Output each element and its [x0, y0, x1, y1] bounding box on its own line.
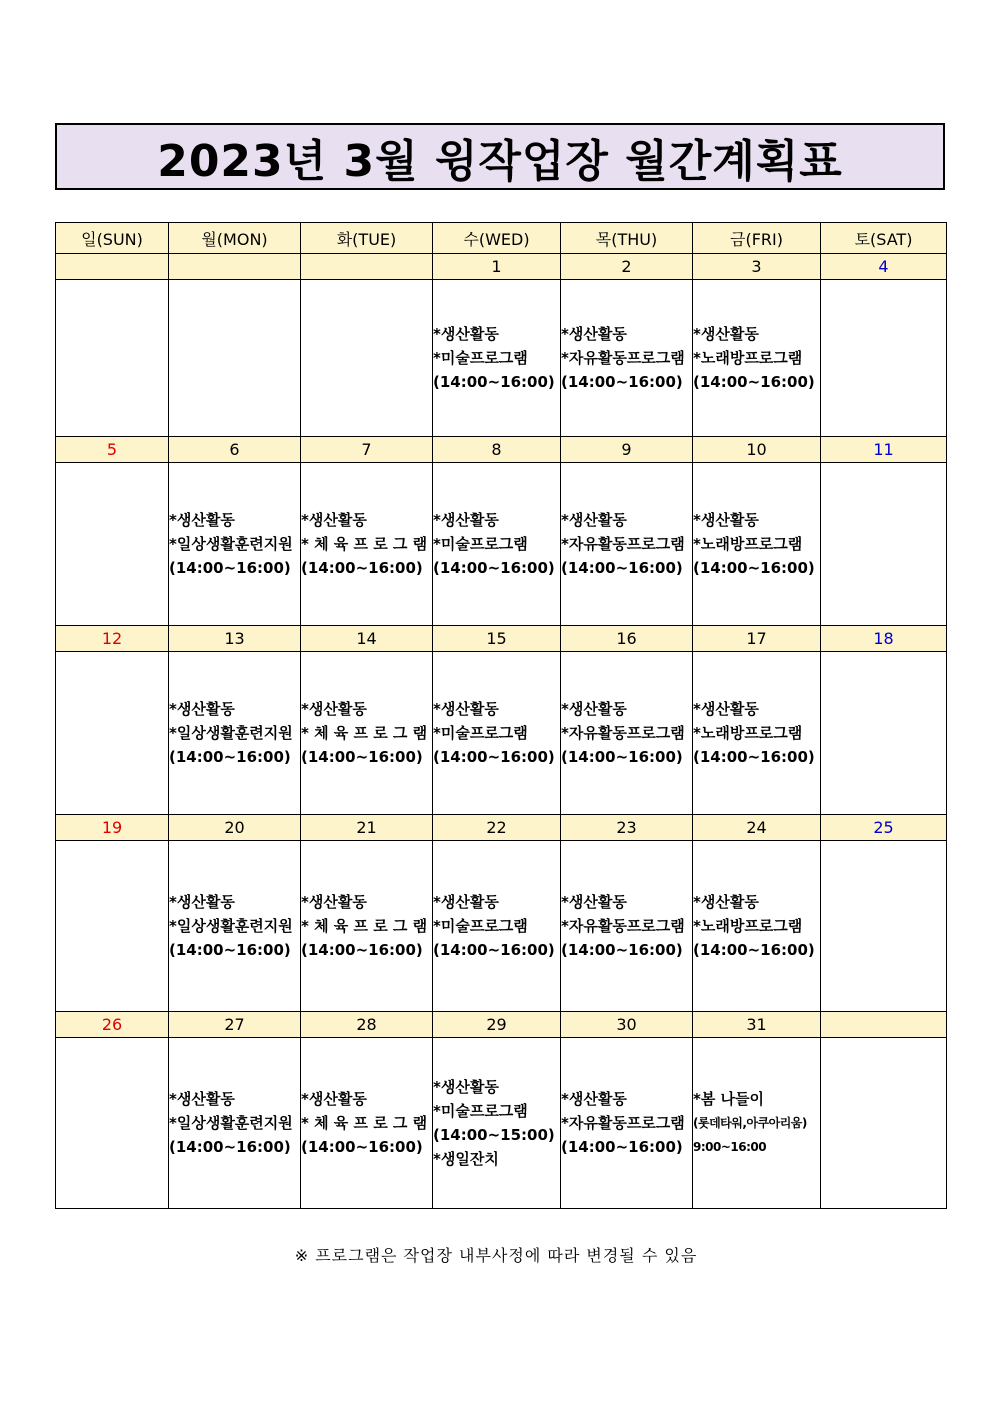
weekday-mon: 월(MON): [169, 223, 301, 254]
schedule-line: *생산활동: [433, 1078, 499, 1096]
schedule-cell: [561, 1038, 693, 1209]
schedule-cell: [433, 652, 561, 815]
schedule-cell: [169, 1038, 301, 1209]
schedule-line: *미술프로그램: [433, 917, 528, 935]
date-cell: 12: [56, 626, 169, 652]
date-cell: 10: [693, 437, 821, 463]
date-cell: 23: [561, 815, 693, 841]
date-cell: 17: [693, 626, 821, 652]
schedule-cell: [821, 280, 947, 437]
date-cell: 6: [169, 437, 301, 463]
date-cell: 4: [821, 254, 947, 280]
schedule-cell: [561, 652, 693, 815]
date-cell: 21: [301, 815, 433, 841]
schedule-line: *생산활동: [169, 700, 235, 718]
schedule-line: 9:00~16:00: [693, 1140, 767, 1154]
date-cell: 16: [561, 626, 693, 652]
schedule-line: (14:00~16:00): [561, 373, 683, 391]
weekday-thu: 목(THU): [561, 223, 693, 254]
weekday-tue: 화(TUE): [301, 223, 433, 254]
date-cell: 2: [561, 254, 693, 280]
schedule-line: *생산활동: [433, 893, 499, 911]
schedule-row: [56, 280, 947, 437]
date-cell: 29: [433, 1012, 561, 1038]
schedule-cell: [301, 1038, 433, 1209]
schedule-line: (14:00~16:00): [433, 748, 555, 766]
schedule-cell: [56, 463, 169, 626]
schedule-line: (14:00~16:00): [561, 941, 683, 959]
schedule-line: (14:00~16:00): [301, 941, 423, 959]
schedule-line: *생일잔치: [433, 1150, 499, 1168]
schedule-line: *자유활동프로그램: [561, 724, 685, 742]
schedule-line: (14:00~16:00): [693, 559, 815, 577]
page-title: 2023년 3월 윙작업장 월간계획표: [157, 135, 843, 187]
schedule-line: (14:00~16:00): [169, 559, 291, 577]
schedule-line: (14:00~16:00): [433, 941, 555, 959]
schedule-line: *일상생활훈련지원: [169, 724, 293, 742]
schedule-line: *생산활동: [301, 511, 367, 529]
schedule-line: *자유활동프로그램: [561, 535, 685, 553]
schedule-line: *자유활동프로그램: [561, 349, 685, 367]
date-cell: 20: [169, 815, 301, 841]
schedule-line: *생산활동: [433, 325, 499, 343]
schedule-line: (14:00~16:00): [433, 559, 555, 577]
schedule-cell: [821, 463, 947, 626]
date-cell: 14: [301, 626, 433, 652]
schedule-line: (14:00~16:00): [301, 559, 423, 577]
schedule-cell: [56, 280, 169, 437]
schedule-line: (14:00~16:00): [301, 748, 423, 766]
schedule-line: (14:00~16:00): [561, 559, 683, 577]
schedule-line: *자유활동프로그램: [561, 1114, 685, 1132]
date-row: [56, 815, 947, 841]
schedule-row: [56, 841, 947, 1012]
weekday-sun: 일(SUN): [56, 223, 169, 254]
schedule-line: *생산활동: [693, 893, 759, 911]
schedule-cell: [56, 652, 169, 815]
schedule-row: [56, 652, 947, 815]
schedule-line: *미술프로그램: [433, 1102, 528, 1120]
schedule-cell: [301, 463, 433, 626]
schedule-line: (14:00~16:00): [301, 1138, 423, 1156]
schedule-line: (14:00~16:00): [561, 1138, 683, 1156]
schedule-cell: [301, 280, 433, 437]
schedule-line: *생산활동: [693, 325, 759, 343]
weekday-sat: 토(SAT): [821, 223, 947, 254]
schedule-cell: [693, 1038, 821, 1209]
date-row: [56, 254, 947, 280]
date-cell: 7: [301, 437, 433, 463]
schedule-line: *노래방프로그램: [693, 724, 803, 742]
date-cell: 3: [693, 254, 821, 280]
schedule-line: *일상생활훈련지원: [169, 917, 293, 935]
schedule-line: *노래방프로그램: [693, 917, 803, 935]
schedule-cell: [693, 280, 821, 437]
date-cell: [821, 1012, 947, 1038]
date-cell: 26: [56, 1012, 169, 1038]
schedule-line: (14:00~16:00): [693, 373, 815, 391]
date-cell: 22: [433, 815, 561, 841]
schedule-line: *미술프로그램: [433, 724, 528, 742]
calendar-table: [55, 222, 947, 1209]
weekday-fri: 금(FRI): [693, 223, 821, 254]
schedule-line: *생산활동: [561, 325, 627, 343]
schedule-line: *생산활동: [561, 511, 627, 529]
schedule-cell: [169, 652, 301, 815]
schedule-line: *노래방프로그램: [693, 535, 803, 553]
date-cell: 19: [56, 815, 169, 841]
footnote: ※ 프로그램은 작업장 내부사정에 따라 변경될 수 있음: [294, 1246, 698, 1265]
schedule-cell: [693, 841, 821, 1012]
schedule-cell: [561, 463, 693, 626]
schedule-line: *생산활동: [693, 700, 759, 718]
date-cell: 13: [169, 626, 301, 652]
schedule-line: *생산활동: [169, 1090, 235, 1108]
schedule-row: [56, 1038, 947, 1209]
schedule-cell: [433, 280, 561, 437]
schedule-cell: [821, 841, 947, 1012]
schedule-line: *생산활동: [301, 1090, 367, 1108]
schedule-line: *생산활동: [433, 700, 499, 718]
date-cell: [301, 254, 433, 280]
date-cell: 28: [301, 1012, 433, 1038]
date-cell: 15: [433, 626, 561, 652]
schedule-line: (14:00~16:00): [169, 941, 291, 959]
date-cell: [169, 254, 301, 280]
date-row: [56, 626, 947, 652]
schedule-line: *생산활동: [301, 893, 367, 911]
schedule-line: (14:00~16:00): [169, 748, 291, 766]
schedule-line: * 체 육 프 로 그 램: [301, 535, 428, 553]
schedule-line: * 체 육 프 로 그 램: [301, 917, 428, 935]
date-cell: 1: [433, 254, 561, 280]
date-cell: 18: [821, 626, 947, 652]
schedule-cell: [561, 280, 693, 437]
schedule-row: [56, 463, 947, 626]
schedule-line: *자유활동프로그램: [561, 917, 685, 935]
schedule-cell: [169, 280, 301, 437]
schedule-line: *생산활동: [561, 700, 627, 718]
schedule-line: *생산활동: [561, 893, 627, 911]
date-row: [56, 1012, 947, 1038]
schedule-line: (14:00~16:00): [693, 941, 815, 959]
schedule-line: *생산활동: [169, 511, 235, 529]
schedule-cell: [821, 1038, 947, 1209]
date-cell: [56, 254, 169, 280]
schedule-line: *노래방프로그램: [693, 349, 803, 367]
schedule-cell: [693, 652, 821, 815]
schedule-line: (14:00~16:00): [561, 748, 683, 766]
schedule-line: *생산활동: [693, 511, 759, 529]
date-cell: 27: [169, 1012, 301, 1038]
schedule-line: * 체 육 프 로 그 램: [301, 724, 428, 742]
schedule-line: *일상생활훈련지원: [169, 535, 293, 553]
title-box: [55, 123, 945, 190]
date-cell: 30: [561, 1012, 693, 1038]
weekday-wed: 수(WED): [433, 223, 561, 254]
date-cell: 25: [821, 815, 947, 841]
schedule-line: *미술프로그램: [433, 349, 528, 367]
schedule-cell: [56, 1038, 169, 1209]
schedule-line: (14:00~16:00): [693, 748, 815, 766]
schedule-line: *생산활동: [433, 511, 499, 529]
schedule-line: *미술프로그램: [433, 535, 528, 553]
schedule-line: *봄 나들이: [693, 1090, 765, 1108]
schedule-line: (롯데타워,아쿠아리움): [693, 1116, 807, 1130]
schedule-line: * 체 육 프 로 그 램: [301, 1114, 428, 1132]
schedule-cell: [169, 841, 301, 1012]
schedule-cell: [433, 1038, 561, 1209]
schedule-cell: [433, 841, 561, 1012]
date-cell: 31: [693, 1012, 821, 1038]
schedule-cell: [56, 841, 169, 1012]
date-cell: 11: [821, 437, 947, 463]
schedule-cell: [821, 652, 947, 815]
schedule-line: *생산활동: [561, 1090, 627, 1108]
date-cell: 5: [56, 437, 169, 463]
schedule-line: *일상생활훈련지원: [169, 1114, 293, 1132]
date-cell: 24: [693, 815, 821, 841]
schedule-cell: [301, 841, 433, 1012]
schedule-cell: [693, 463, 821, 626]
date-cell: 8: [433, 437, 561, 463]
schedule-line: (14:00~15:00): [433, 1126, 555, 1144]
date-cell: 9: [561, 437, 693, 463]
date-row: [56, 437, 947, 463]
schedule-cell: [169, 463, 301, 626]
schedule-line: *생산활동: [169, 893, 235, 911]
schedule-cell: [301, 652, 433, 815]
schedule-line: (14:00~16:00): [433, 373, 555, 391]
schedule-cell: [561, 841, 693, 1012]
weekday-header-row: [56, 223, 947, 254]
schedule-line: (14:00~16:00): [169, 1138, 291, 1156]
schedule-cell: [433, 463, 561, 626]
schedule-line: *생산활동: [301, 700, 367, 718]
